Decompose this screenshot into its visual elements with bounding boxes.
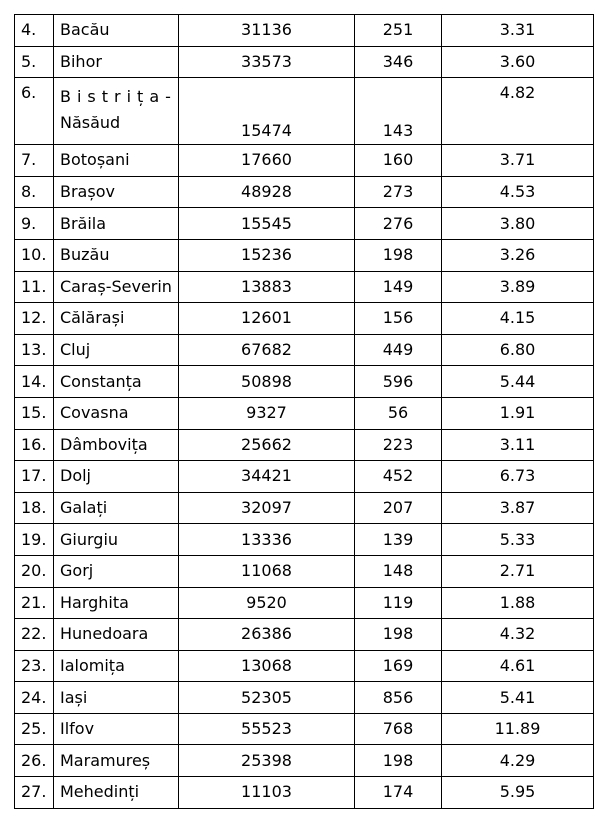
- county-name: Galați: [54, 492, 179, 524]
- value-col-2: 251: [355, 15, 442, 47]
- value-col-1: 12601: [179, 303, 355, 335]
- table-row: [15, 303, 594, 335]
- row-number: 20.: [15, 555, 54, 587]
- value-col-2: 143: [355, 78, 442, 145]
- value-col-3: 5.44: [442, 366, 594, 398]
- table-row: [15, 713, 594, 745]
- table-row: [15, 461, 594, 493]
- county-name: Constanța: [54, 366, 179, 398]
- value-col-2: 156: [355, 303, 442, 335]
- table-row: [15, 239, 594, 271]
- table-row: [15, 271, 594, 303]
- county-name: Dâmbovița: [54, 429, 179, 461]
- value-col-3: 3.11: [442, 429, 594, 461]
- county-table: [14, 14, 594, 809]
- value-col-2: 452: [355, 461, 442, 493]
- county-name: Brașov: [54, 176, 179, 208]
- table-row: [15, 777, 594, 809]
- value-col-2: 207: [355, 492, 442, 524]
- row-number: 14.: [15, 366, 54, 398]
- table-row: [15, 619, 594, 651]
- value-col-1: 13068: [179, 650, 355, 682]
- row-number: 15.: [15, 397, 54, 429]
- value-col-1: 52305: [179, 682, 355, 714]
- value-col-2: 198: [355, 239, 442, 271]
- row-number: 5.: [15, 46, 54, 78]
- value-col-1: 11068: [179, 555, 355, 587]
- table-row: [15, 682, 594, 714]
- table-row: [15, 555, 594, 587]
- value-col-3: 4.32: [442, 619, 594, 651]
- value-col-1: 26386: [179, 619, 355, 651]
- table-row: [15, 429, 594, 461]
- row-number: 19.: [15, 524, 54, 556]
- value-col-2: 149: [355, 271, 442, 303]
- county-name: Ialomița: [54, 650, 179, 682]
- row-number: 27.: [15, 777, 54, 809]
- row-number: 24.: [15, 682, 54, 714]
- value-col-2: 768: [355, 713, 442, 745]
- county-name: [54, 78, 179, 145]
- value-col-1: 48928: [179, 176, 355, 208]
- county-name: Cluj: [54, 334, 179, 366]
- county-name: Caraș-Severin: [54, 271, 179, 303]
- value-col-3: 4.29: [442, 745, 594, 777]
- county-name: Mehedinți: [54, 777, 179, 809]
- county-name-line-2: Năsăud: [60, 113, 121, 133]
- value-col-3: 4.61: [442, 650, 594, 682]
- county-name: Harghita: [54, 587, 179, 619]
- table-row: [15, 334, 594, 366]
- value-col-3: 3.87: [442, 492, 594, 524]
- value-col-1: 33573: [179, 46, 355, 78]
- value-col-2: 169: [355, 650, 442, 682]
- county-name-line-1: Bistrița-: [60, 87, 177, 107]
- county-name: Botoșani: [54, 145, 179, 177]
- table-row: [15, 145, 594, 177]
- table-row: [15, 587, 594, 619]
- row-number: 17.: [15, 461, 54, 493]
- value-col-3: 6.73: [442, 461, 594, 493]
- county-name: Dolj: [54, 461, 179, 493]
- row-number: 26.: [15, 745, 54, 777]
- value-col-3: 5.41: [442, 682, 594, 714]
- value-col-1: 11103: [179, 777, 355, 809]
- county-name: Iași: [54, 682, 179, 714]
- value-col-2: 273: [355, 176, 442, 208]
- row-number: 16.: [15, 429, 54, 461]
- value-col-2: 596: [355, 366, 442, 398]
- value-col-3: 6.80: [442, 334, 594, 366]
- value-col-3: 3.89: [442, 271, 594, 303]
- county-name: Buzău: [54, 239, 179, 271]
- value-col-3: 5.95: [442, 777, 594, 809]
- row-number: 23.: [15, 650, 54, 682]
- row-number: 8.: [15, 176, 54, 208]
- value-col-3: 3.80: [442, 208, 594, 240]
- row-number: 25.: [15, 713, 54, 745]
- value-col-1: 31136: [179, 15, 355, 47]
- value-col-3: 4.15: [442, 303, 594, 335]
- value-col-2: 56: [355, 397, 442, 429]
- value-col-1: 25398: [179, 745, 355, 777]
- row-number: 7.: [15, 145, 54, 177]
- county-name: Bacău: [54, 15, 179, 47]
- table-row: [15, 366, 594, 398]
- value-col-2: 449: [355, 334, 442, 366]
- table-row: [15, 492, 594, 524]
- value-col-1: 17660: [179, 145, 355, 177]
- county-name: Bihor: [54, 46, 179, 78]
- table-row: [15, 78, 594, 145]
- value-col-2: 346: [355, 46, 442, 78]
- table-row: [15, 208, 594, 240]
- row-number: 6.: [15, 78, 54, 145]
- value-col-3: 3.31: [442, 15, 594, 47]
- value-col-3: 3.71: [442, 145, 594, 177]
- table-row: [15, 15, 594, 47]
- value-col-1: 15236: [179, 239, 355, 271]
- value-col-1: 32097: [179, 492, 355, 524]
- value-col-1: 15545: [179, 208, 355, 240]
- value-col-2: 139: [355, 524, 442, 556]
- value-col-2: 174: [355, 777, 442, 809]
- value-col-1: 50898: [179, 366, 355, 398]
- row-number: 9.: [15, 208, 54, 240]
- value-col-1: 25662: [179, 429, 355, 461]
- county-name: Hunedoara: [54, 619, 179, 651]
- row-number: 21.: [15, 587, 54, 619]
- value-col-2: 148: [355, 555, 442, 587]
- row-number: 10.: [15, 239, 54, 271]
- row-number: 11.: [15, 271, 54, 303]
- value-col-1: 15474: [179, 78, 355, 145]
- data-table-container: [14, 14, 594, 809]
- value-col-1: 67682: [179, 334, 355, 366]
- value-col-1: 9327: [179, 397, 355, 429]
- value-col-2: 223: [355, 429, 442, 461]
- value-col-2: 160: [355, 145, 442, 177]
- table-row: [15, 524, 594, 556]
- county-name: Giurgiu: [54, 524, 179, 556]
- value-col-3: 2.71: [442, 555, 594, 587]
- table-row: [15, 46, 594, 78]
- row-number: 4.: [15, 15, 54, 47]
- value-col-3: 5.33: [442, 524, 594, 556]
- value-col-2: 276: [355, 208, 442, 240]
- row-number: 13.: [15, 334, 54, 366]
- row-number: 18.: [15, 492, 54, 524]
- value-col-3: 1.91: [442, 397, 594, 429]
- value-col-3: 11.89: [442, 713, 594, 745]
- county-name: Maramureș: [54, 745, 179, 777]
- value-col-3: 3.26: [442, 239, 594, 271]
- county-name: Brăila: [54, 208, 179, 240]
- table-row: [15, 745, 594, 777]
- value-col-1: 9520: [179, 587, 355, 619]
- row-number: 22.: [15, 619, 54, 651]
- value-col-3: 1.88: [442, 587, 594, 619]
- county-name: Ilfov: [54, 713, 179, 745]
- value-col-2: 856: [355, 682, 442, 714]
- county-name: Covasna: [54, 397, 179, 429]
- row-number: 12.: [15, 303, 54, 335]
- value-col-1: 13336: [179, 524, 355, 556]
- value-col-3: 3.60: [442, 46, 594, 78]
- table-row: [15, 176, 594, 208]
- value-col-1: 55523: [179, 713, 355, 745]
- value-col-2: 198: [355, 619, 442, 651]
- value-col-1: 34421: [179, 461, 355, 493]
- value-col-1: 13883: [179, 271, 355, 303]
- table-row: [15, 650, 594, 682]
- value-col-2: 119: [355, 587, 442, 619]
- value-col-3: 4.82: [442, 78, 594, 145]
- table-row: [15, 397, 594, 429]
- value-col-2: 198: [355, 745, 442, 777]
- value-col-3: 4.53: [442, 176, 594, 208]
- county-name: Gorj: [54, 555, 179, 587]
- county-name: Călărași: [54, 303, 179, 335]
